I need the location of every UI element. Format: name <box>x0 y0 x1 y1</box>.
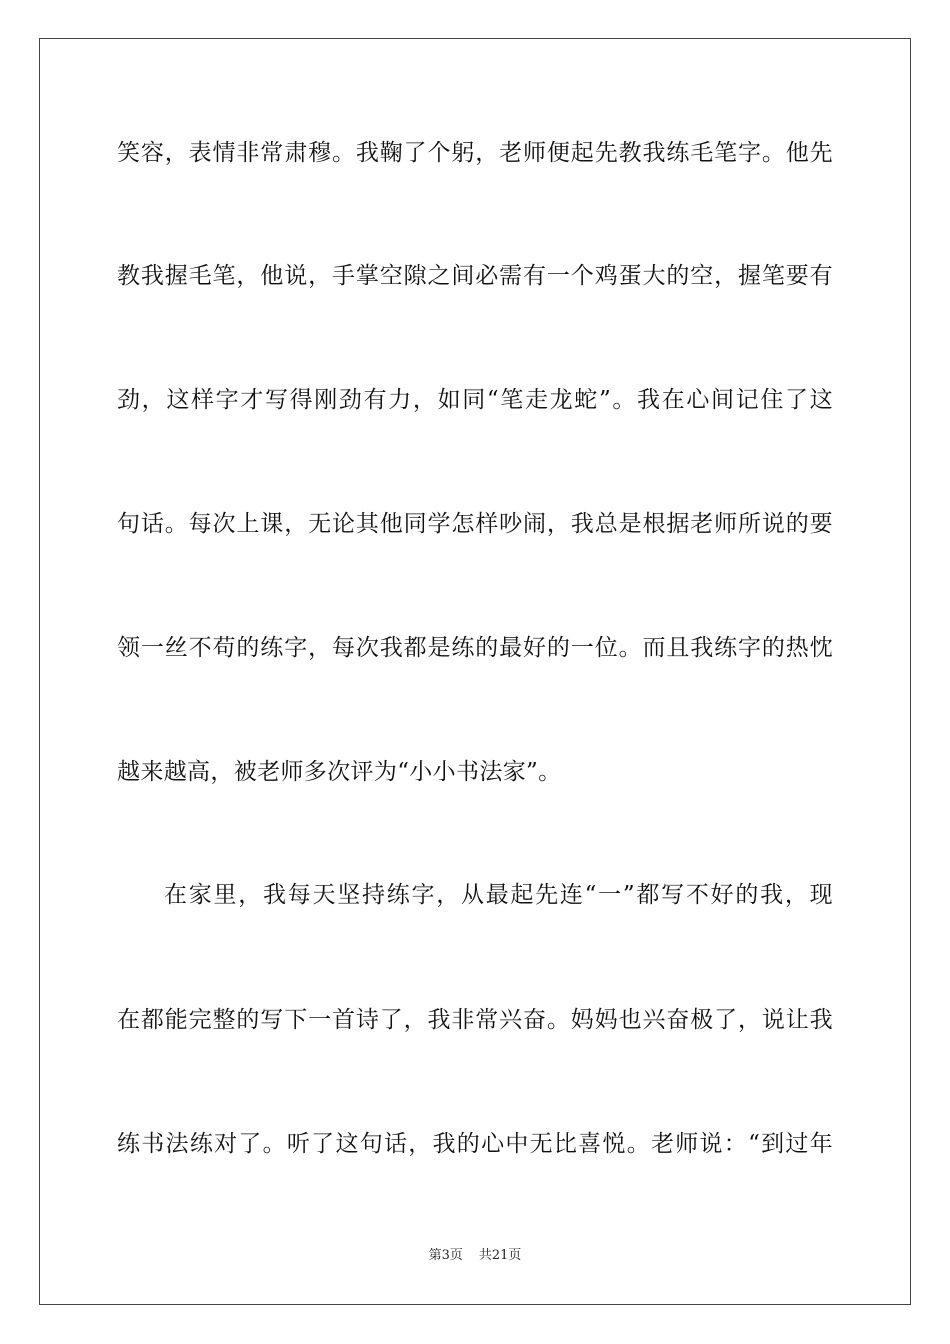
text-line: 领一丝不苟的练字，每次我都是练的最好的一位。而且我练字的热忱 <box>117 635 833 661</box>
text-line: 在都能完整的写下一首诗了，我非常兴奋。妈妈也兴奋极了，说让我 <box>117 1007 833 1033</box>
text-line: 越来越高，被老师多次评为“小小书法家”。 <box>117 759 562 785</box>
page-footer <box>0 1248 950 1264</box>
paragraph-first-line: 在家里，我每天坚持练字，从最起先连“一”都写不好的我，现 <box>164 882 833 908</box>
page-total: 共21页 <box>478 1248 522 1263</box>
page-number: 第3页 <box>428 1248 463 1263</box>
text-line: 劲，这样字才写得刚劲有力，如同“笔走龙蛇”。我在心间记住了这 <box>117 387 833 413</box>
text-line: 笑容，表情非常肃穆。我鞠了个躬，老师便起先教我练毛笔字。他先 <box>117 140 833 166</box>
text-line: 句话。每次上课，无论其他同学怎样吵闹，我总是根据老师所说的要 <box>117 511 833 537</box>
text-line: 教我握毛笔，他说，手掌空隙之间必需有一个鸡蛋大的空，握笔要有 <box>117 263 833 289</box>
text-line: 练书法练对了。听了这句话，我的心中无比喜悦。老师说：“到过年 <box>117 1131 833 1157</box>
page-border <box>39 38 911 1305</box>
